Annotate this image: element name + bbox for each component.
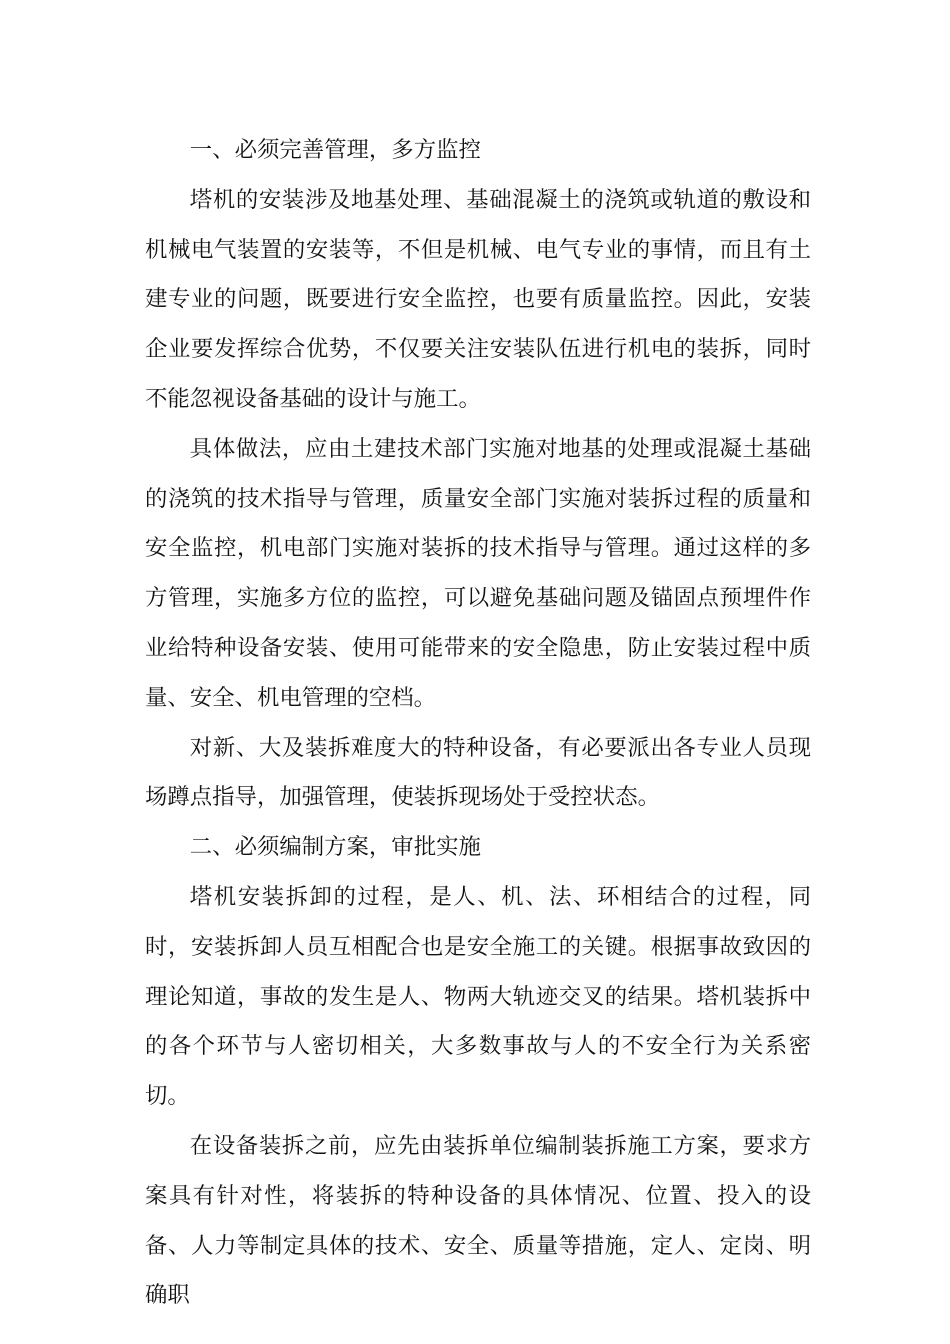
paragraph-5: 在设备装拆之前，应先由装拆单位编制装拆施工方案，要求方案具有针对性，将装拆的特种设备的具体情况、位置、投入的设备、人力等制定具体的技术、安全、质量等措施，定人、定岗、明确职 [145, 1132, 811, 1309]
paragraph-2: 具体做法，应由土建技术部门实施对地基的处理或混凝土基础的浇筑的技术指导与管理，质量安全部门实施对装拆过程的质量和安全监控，机电部门实施对装拆的技术指导与管理。通过这样的多方管理，实施多方位的监控，可以避免基础问题及锚固点预埋件作业给特种设备安装、使用可能带来的安全隐患，防止安装过程中质量、安全、机电管理的空档。 [145, 435, 811, 711]
paragraph-3: 对新、大及装拆难度大的特种设备，有必要派出各专业人员现场蹲点指导，加强管理，使装拆现场处于受控状态。 [145, 734, 811, 811]
paragraph-1: 塔机的安装涉及地基处理、基础混凝土的浇筑或轨道的敷设和机械电气装置的安装等，不但是机械、电气专业的事情，而且有土建专业的问题，既要进行安全监控，也要有质量监控。因此，安装企业要发挥综合优势，不仅要关注安装队伍进行机电的装拆，同时不能忽视设备基础的设计与施工。 [145, 186, 811, 412]
document-body [145, 126, 811, 1321]
section-heading-1: 一、必须完善管理，多方监控 [189, 137, 481, 163]
section-heading-2: 二、必须编制方案，审批实施 [189, 834, 481, 861]
paragraph-4: 塔机安装拆卸的过程，是人、机、法、环相结合的过程，同时，安装拆卸人员互相配合也是安全施工的关键。根据事故致因的理论知道，事故的发生是人、物两大轨迹交叉的结果。塔机装拆中的各个环节与人密切相关，大多数事故与人的不安全行为关系密切。 [145, 883, 811, 1110]
